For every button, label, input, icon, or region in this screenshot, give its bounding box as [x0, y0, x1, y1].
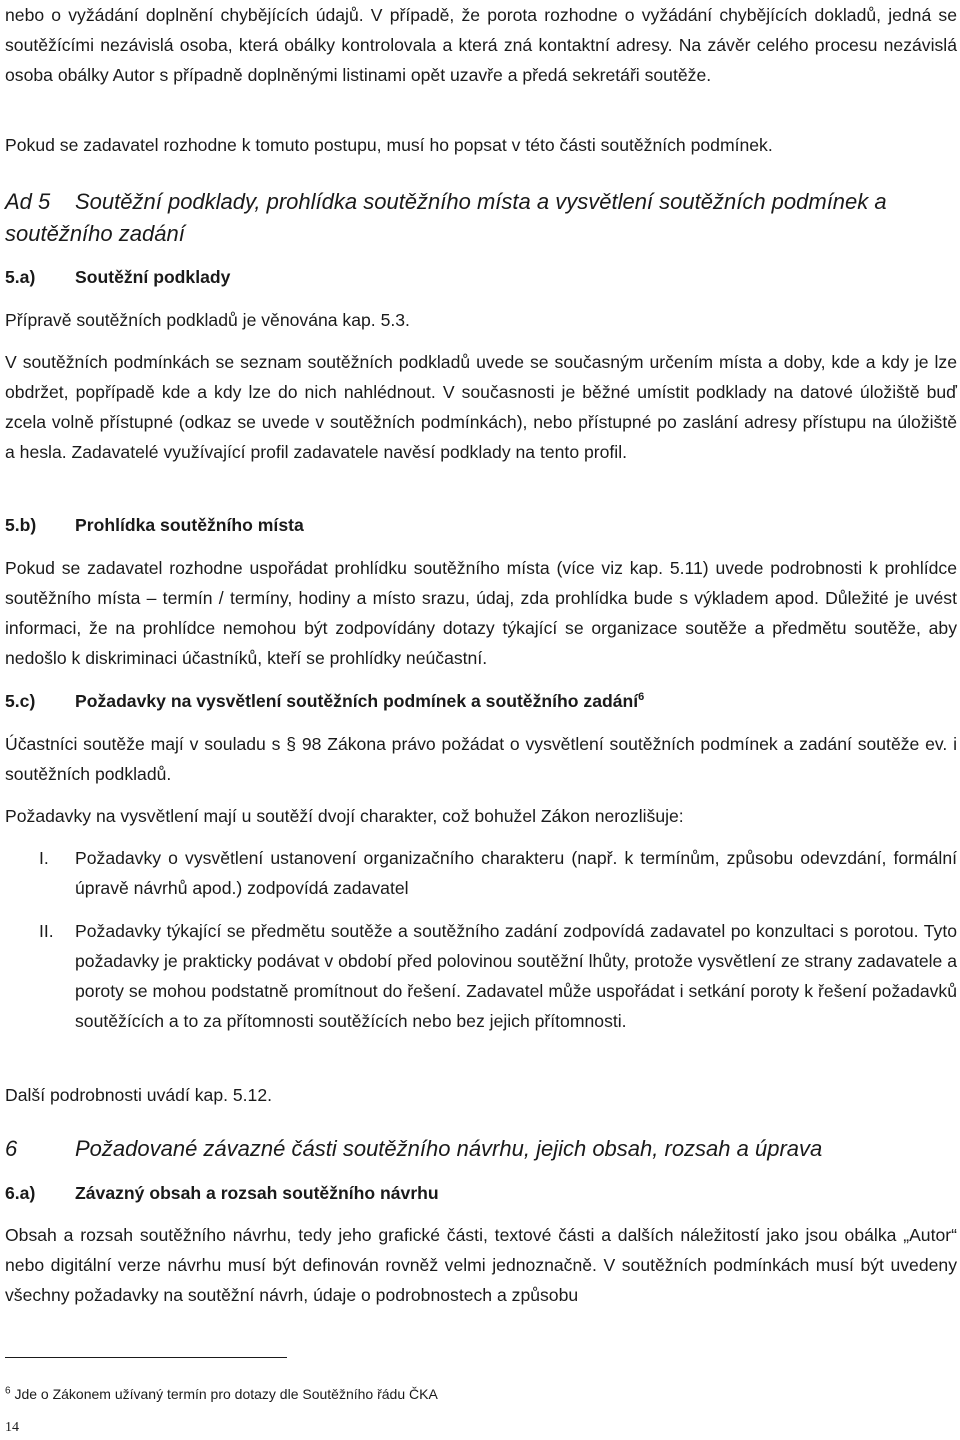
section-5c-paragraph-1: Účastníci soutěže mají v souladu s § 98 Zákona právo požádat o vysvětlení soutěžních podmínek a zadání soutěže ev. i soutěžních podkladů.: [5, 734, 957, 784]
section-5c-number: 5.c): [5, 691, 36, 711]
section-5a-title: Soutěžní podklady: [75, 267, 231, 287]
list-item-text: Požadavky o vysvětlení ustanovení organizačního charakteru (např. k termínům, způsobu odevzdání, formální úpravě návrhů apod.) zodpovídá zadavatel: [75, 848, 957, 898]
footnote-reference[interactable]: 6: [638, 691, 645, 704]
section-5a-heading: [5, 262, 957, 292]
list-marker: II.: [39, 921, 54, 941]
footnote-divider: [5, 1357, 287, 1358]
section-5c-title: Požadavky na vysvětlení soutěžních podmínek a soutěžního zadání: [75, 691, 639, 711]
section-5a-paragraph-1: Přípravě soutěžních podkladů je věnována kap. 5.3.: [5, 310, 410, 330]
page-number: 14: [5, 1420, 19, 1435]
section-5-number: Ad 5: [5, 189, 51, 214]
section-5b-heading: [5, 510, 957, 540]
list-item-text: Požadavky týkající se předmětu soutěže a soutěžního zadání zodpovídá zadavatel po konzultaci s porotou. Tyto požadavky je prakticky podávat v období před polovinou soutěžní lhůty, protože vysvětlení ze strany zadavatele a poroty se mohou podstatně promítnout do řešení. Zadavatel může uspořádat i setkání poroty k řešení požadavků soutěžících a to za přítomnosti soutěžících nebo bez jejich přítomnosti.: [75, 921, 957, 1031]
footnote-text: Jde o Zákonem užívaný termín pro dotazy dle Soutěžního řádu ČKA: [14, 1386, 438, 1402]
section-5-heading: [5, 186, 957, 250]
section-6-title: Požadované závazné části soutěžního návrhu, jejich obsah, rozsah a úprava: [75, 1136, 823, 1161]
section-5-title: Soutěžní podklady, prohlídka soutěžního místa a vysvětlení soutěžních podmínek a soutěžního zadání: [5, 189, 887, 246]
section-5b-number: 5.b): [5, 515, 37, 535]
section-5a-paragraph-2: V soutěžních podmínkách se seznam soutěžních podkladů uvede se současným určením místa a doby, kde a kdy je lze obdržet, popřípadě kde a kdy lze do nich nahlédnout. V současnosti je běžné umístit podklady na datové úložiště buď zcela volně přístupné (odkaz se uvede v soutěžních podmínkách), nebo přístupné po zaslání adresy přístupu na úložiště a hesla. Zadavatelé využívající profil zadavatele navěsí podklady na tento profil.: [5, 352, 957, 462]
section-6a-heading: [5, 1178, 957, 1208]
section-5b-title: Prohlídka soutěžního místa: [75, 515, 304, 535]
section-5c-paragraph-2: Požadavky na vysvětlení mají u soutěží dvojí charakter, což bohužel Zákon nerozlišuje:: [5, 806, 684, 826]
section-6a-title: Závazný obsah a rozsah soutěžního návrhu: [75, 1183, 439, 1203]
section-5a-number: 5.a): [5, 267, 36, 287]
section-6a-paragraph-1: Obsah a rozsah soutěžního návrhu, tedy jeho grafické části, textové části a dalších náležitostí jako jsou obálka „Autor“ nebo digitální verze návrhu musí být definován rovněž velmi jednoznačně. V soutěžních podmínkách musí být uvedeny všechny požadavky na soutěžní návrh, údaje o podrobnostech a způsobu: [5, 1225, 957, 1305]
footnote: [5, 1384, 438, 1404]
list-marker: I.: [39, 848, 49, 868]
section-5c-heading: [5, 686, 957, 716]
intro-paragraph-1: nebo o vyžádání doplnění chybějících údajů. V případě, že porota rozhodne o vyžádání chybějících dokladů, jedná se soutěžícími nezávislá osoba, která obálky kontrolovala a která zná kontaktní adresy. Na závěr celého procesu nezávislá osoba obálky Autor s případně doplněnými listinami opět uzavře a předá sekretáři soutěže.: [5, 5, 957, 85]
section-6-heading: [5, 1133, 957, 1165]
section-5c-paragraph-3: Další podrobnosti uvádí kap. 5.12.: [5, 1085, 273, 1105]
footnote-number: 6: [5, 1385, 11, 1397]
intro-paragraph-2: Pokud se zadavatel rozhodne k tomuto postupu, musí ho popsat v této části soutěžních podmínek.: [5, 135, 773, 155]
list-item: [5, 916, 957, 1036]
section-6a-number: 6.a): [5, 1183, 36, 1203]
section-5b-paragraph-1: Pokud se zadavatel rozhodne uspořádat prohlídku soutěžního místa (více viz kap. 5.11) uvede podrobnosti k prohlídce soutěžního místa – termín / termíny, hodiny a místo srazu, údaj, zda prohlídka bude s výkladem apod. Důležité je uvést informaci, že na prohlídce nemohou být zodpovídány dotazy týkající se organizace soutěže a předmětu soutěže, aby nedošlo k diskriminaci účastníků, kteří se prohlídky neúčastní.: [5, 558, 957, 668]
list-item: [5, 843, 957, 903]
section-6-number: 6: [5, 1136, 18, 1161]
